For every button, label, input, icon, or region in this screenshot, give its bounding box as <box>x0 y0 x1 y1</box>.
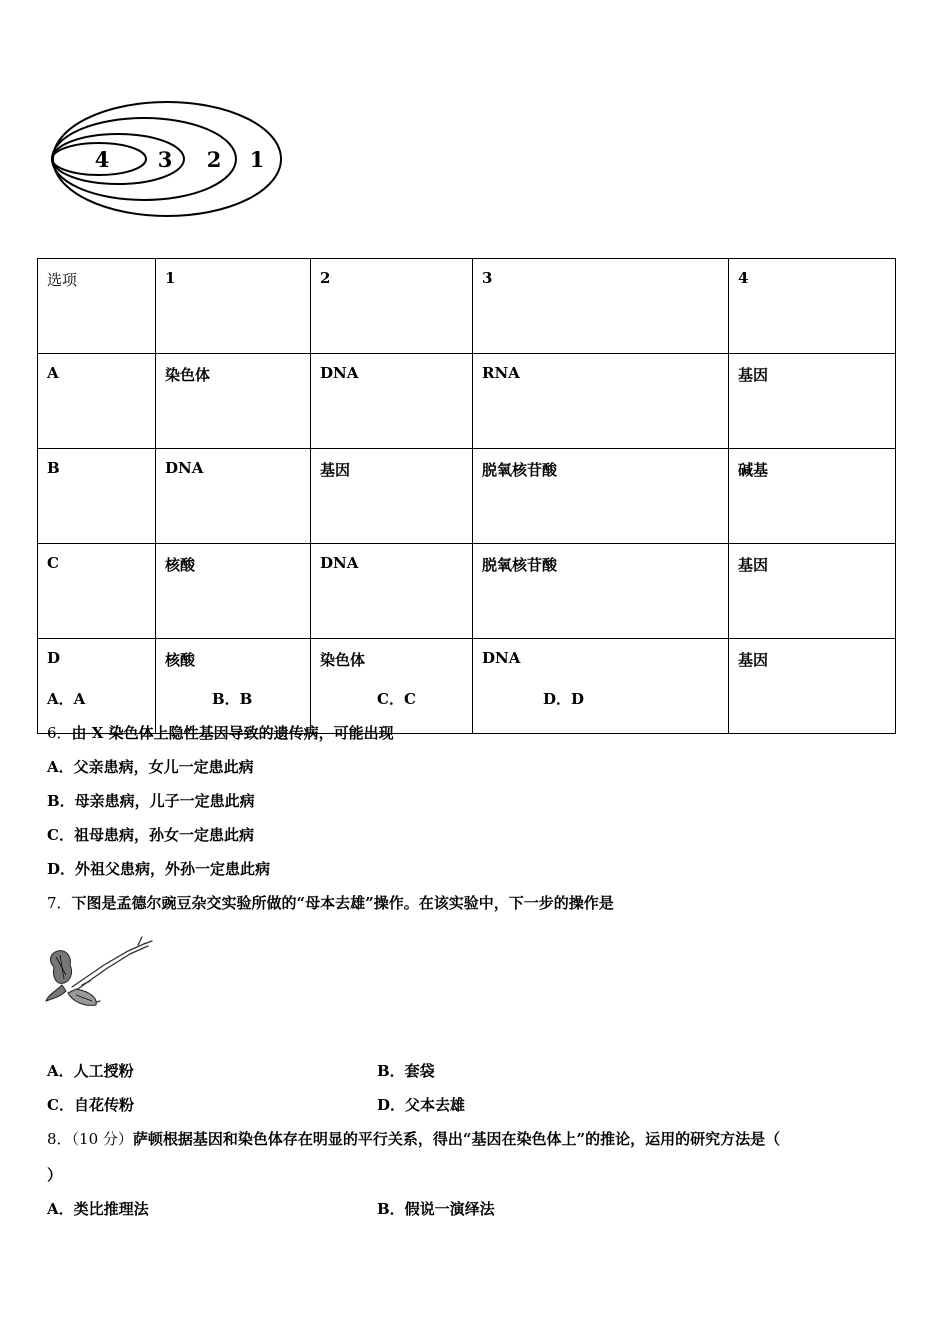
q7-number: 7． <box>47 894 72 912</box>
q6-option-c[interactable]: C．祖母患病，孙女一定患此病 <box>47 826 254 844</box>
q6-stem <box>47 722 394 743</box>
table-cell: RNA <box>473 354 729 449</box>
ellipse-label-1: 1 <box>249 147 265 172</box>
ellipse-label-3: 3 <box>157 147 173 172</box>
table-cell: 碱基 <box>729 449 896 544</box>
table-row <box>38 544 896 639</box>
table-cell: B <box>38 449 156 544</box>
q7-option-a[interactable]: A．人工授粉 <box>47 1062 134 1080</box>
options-table <box>37 258 896 734</box>
q6-number: 6． <box>47 724 72 742</box>
q6-option-b[interactable]: B．母亲患病，儿子一定患此病 <box>47 792 255 810</box>
q7-option-d[interactable]: D．父本去雄 <box>377 1096 466 1114</box>
q7-stem <box>47 892 614 913</box>
table-cell: 脱氧核苷酸 <box>473 449 729 544</box>
table-cell: A <box>38 354 156 449</box>
table-cell: 核酸 <box>156 639 311 734</box>
q6-option-d[interactable]: D．外祖父患病，外孙一定患此病 <box>47 860 271 878</box>
table-row <box>38 639 896 734</box>
q8-stem-continued: ） <box>47 1166 63 1184</box>
q5-option-d[interactable]: D．D <box>543 690 585 708</box>
table-cell: 基因 <box>729 639 896 734</box>
table-cell: DNA <box>311 354 473 449</box>
table-header-row <box>38 259 896 354</box>
q6-option-a[interactable]: A．父亲患病，女儿一定患此病 <box>47 758 254 776</box>
ellipse-label-2: 2 <box>206 147 222 172</box>
table-row <box>38 354 896 449</box>
nested-ellipse-diagram <box>48 95 288 225</box>
table-cell: DNA <box>311 544 473 639</box>
table-cell: DNA <box>473 639 729 734</box>
q5-option-a[interactable]: A．A <box>47 690 86 708</box>
table-cell: C <box>38 544 156 639</box>
q8-number: 8． <box>47 1130 72 1148</box>
table-cell: 3 <box>473 259 729 354</box>
q5-option-b[interactable]: B．B <box>212 690 253 708</box>
q8-stem-text: 萨顿根据基因和染色体存在明显的平行关系，得出“基因在染色体上”的推论，运用的研究方法是（ <box>132 1130 781 1148</box>
emasculation-flower-illustration <box>42 935 154 1015</box>
table-cell: 染色体 <box>311 639 473 734</box>
table-row <box>38 449 896 544</box>
q8-score: （10 分） <box>71 1130 133 1148</box>
q7-option-b[interactable]: B．套袋 <box>377 1062 435 1080</box>
q5-option-c[interactable]: C．C <box>377 690 416 708</box>
ellipse-label-4: 4 <box>94 147 110 172</box>
table-cell: 1 <box>156 259 311 354</box>
q7-option-c[interactable]: C．自花传粉 <box>47 1096 134 1114</box>
q8-stem <box>47 1128 780 1149</box>
q8-option-a[interactable]: A．类比推理法 <box>47 1200 149 1218</box>
table-cell: 4 <box>729 259 896 354</box>
q6-stem-text: 由 X 染色体上隐性基因导致的遗传病，可能出现 <box>71 724 394 742</box>
table-cell: 2 <box>311 259 473 354</box>
table-cell: D <box>38 639 156 734</box>
table-cell: 基因 <box>311 449 473 544</box>
table-cell: 选项 <box>38 259 156 354</box>
table-cell: DNA <box>156 449 311 544</box>
table-cell: 脱氧核苷酸 <box>473 544 729 639</box>
table-cell: 基因 <box>729 544 896 639</box>
table-cell: 基因 <box>729 354 896 449</box>
q7-stem-text: 下图是孟德尔豌豆杂交实验所做的“母本去雄”操作。在该实验中，下一步的操作是 <box>71 894 614 912</box>
table-cell: 染色体 <box>156 354 311 449</box>
table-cell: 核酸 <box>156 544 311 639</box>
q8-option-b[interactable]: B．假说一演绎法 <box>377 1200 495 1218</box>
